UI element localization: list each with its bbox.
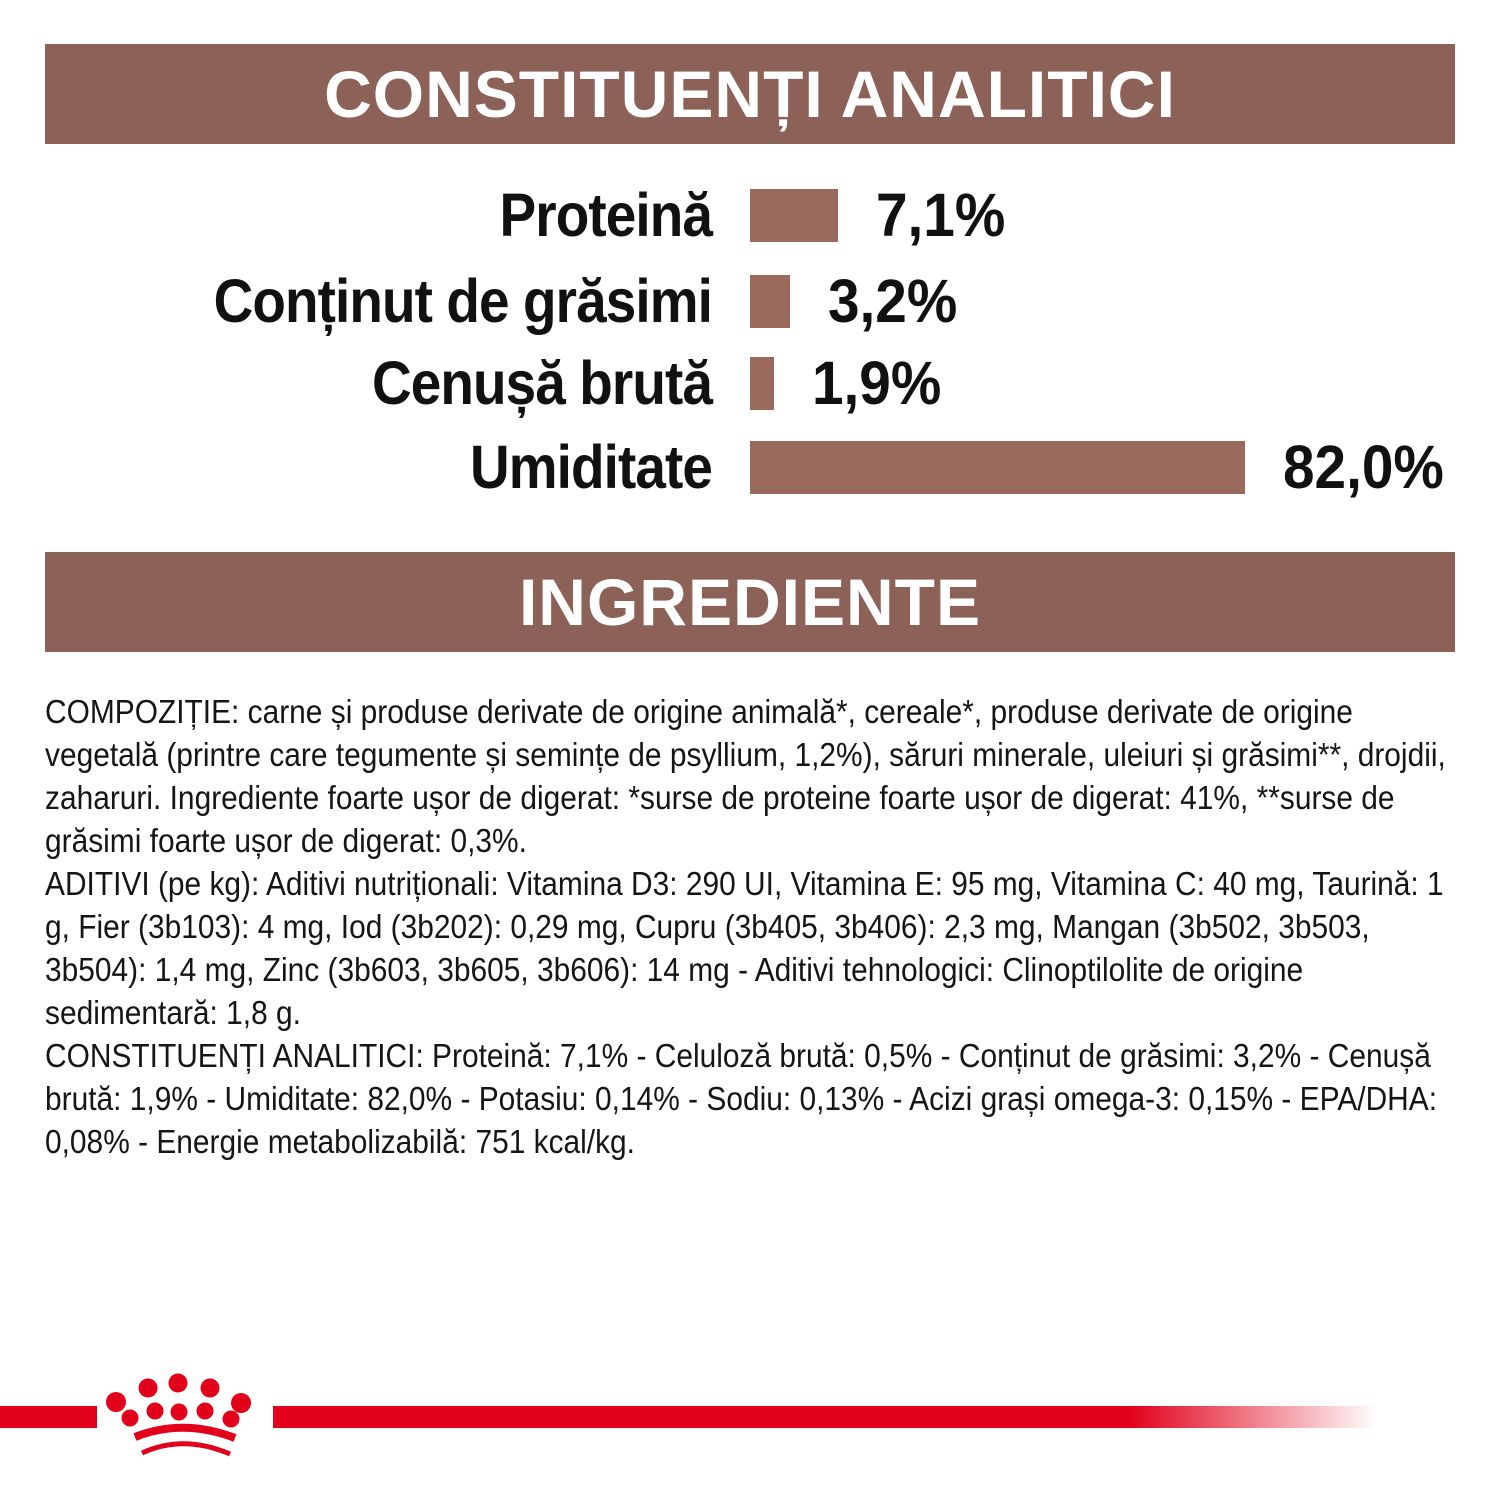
chart-bar: [750, 357, 774, 410]
additives-paragraph: ADITIVI (pe kg): Aditivi nutriționali: Vitamina D3: 290 UI, Vitamina E: 95 mg, Vitamina C: 40 mg, Taurină: 1 g, Fier (3b103): 4 mg, Iod (3b202): 0,29 mg, Cupru (3b405, 3b406): 2,3 mg, Mangan (3b502, 3b503, 3b504): 1,4 mg, Zinc (3b603, 3b605, 3b606): 14 mg - Aditivi tehnologici: Clinoptilolite de origine sedimentară: 1,8 g.: [45, 865, 1444, 1031]
analytical-constituents-paragraph: CONSTITUENȚI ANALITICI: Proteină: 7,1% - Celuloză brută: 0,5% - Conținut de grăsimi: 3,2% - Cenușă brută: 1,9% - Umiditate: 82,0% - Potasiu: 0,14% - Sodiu: 0,13% - Acizi grași omega-3: 0,15% - EPA/DHA: 0,08% - Energie metabolizabilă: 751 kcal/kg.: [45, 1037, 1438, 1160]
chart-category-label: Conținut de grăsimi: [213, 267, 712, 335]
analytical-constituents-title: CONSTITUENȚI ANALITICI: [324, 57, 1176, 131]
royal-canin-crown-logo: [98, 1372, 258, 1482]
ingredients-text-block: [45, 690, 1457, 1163]
brand-divider-line-left: [0, 1406, 97, 1428]
chart-bar: [750, 441, 1245, 494]
chart-value-label: 1,9%: [812, 349, 942, 417]
ingredients-title: INGREDIENTE: [518, 565, 982, 639]
chart-category-label: Cenușă brută: [371, 349, 712, 417]
chart-bar: [750, 275, 790, 328]
chart-category-label: Umiditate: [469, 433, 712, 501]
brand-divider-line-right: [273, 1406, 1400, 1428]
section-header-ingredients: [45, 552, 1455, 652]
composition-paragraph: COMPOZIȚIE: carne și produse derivate de origine animală*, cereale*, produse derivate de origine vegetală (printre care tegumente și semințe de psyllium, 1,2%), săruri minerale, uleiuri și grăsimi**, drojdii, zaharuri. Ingrediente foarte ușor de digerat: *surse de proteine foarte ușor de digerat: 41%, **surse de grăsimi foarte ușor de digerat: 0,3%.: [45, 693, 1446, 859]
chart-value-label: 82,0%: [1283, 433, 1444, 501]
chart-value-label: 3,2%: [828, 267, 958, 335]
chart-bar: [750, 189, 838, 242]
chart-value-label: 7,1%: [876, 181, 1006, 249]
chart-category-label: Proteină: [499, 181, 712, 249]
section-header-analytical-constituents: [45, 44, 1455, 144]
